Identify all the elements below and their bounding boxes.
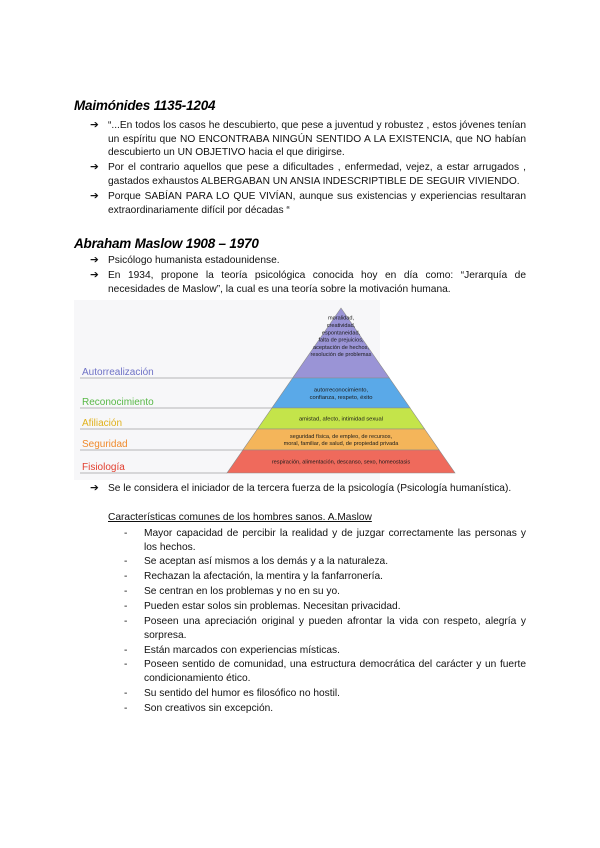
list-item: ➔ Se le considera el iniciador de la tercera fuerza de la psicología (Psicología humanística). [90, 482, 512, 494]
pyramid-level-text: falta de prejuicios, [318, 337, 364, 344]
list-item: - Poseen una apreciación original y pueden afrontar la vida con respeto, alegría y sorpresa. [124, 616, 526, 641]
list-item: ➔ En 1934, propone la teoría psicológica conocida hoy en día como: “Jerarquía de necesidades de Maslow”, la cual es una teoría sobre la motivación humana. [90, 269, 526, 295]
maslow-pyramid-image [74, 300, 411, 480]
dash-bullet: - [124, 556, 128, 568]
pyramid-level-text: amistad, afecto, intimidad sexual [298, 416, 384, 423]
pyramid-level-text: espontaneidad, [321, 330, 361, 337]
pyramid-level-text: moral, familiar, de salud, de propiedad privada [283, 441, 399, 448]
list-item: - Poseen sentido de comunidad, una estructura democrática del carácter y un fuerte condicionamiento ético. [124, 659, 526, 685]
pyramid-label: Reconocimiento [82, 397, 154, 408]
pyramid-level-text: seguridad física, de empleo, de recursos, [289, 433, 393, 440]
list-item: - Pueden estar solos sin problemas. Necesitan privacidad. [124, 601, 401, 613]
pyramid-label: Afiliación [82, 418, 123, 429]
list-item: ➔ Por el contrario aquellos que pese a dificultades , enfermedad, vejez, a estar arrugados , gastados exhaustos ALBERGABAN UN ANSIA INDESCRIPTIBLE DE SEGUIR VIVIENDO. [90, 161, 526, 187]
characteristics-heading: Características comunes de los hombres sanos. A.Maslow [108, 512, 372, 523]
dash-bullet: - [124, 687, 128, 699]
list-item: - Son creativos sin excepción. [124, 702, 274, 714]
pyramid-level-text: respiración, alimentación, descanso, sexo, homeostasis [271, 459, 411, 466]
maslow-pyramid-diagram [74, 300, 411, 480]
arrow-bullet-icon: ➔ [90, 119, 99, 131]
pyramid-label: Fisiología [82, 462, 125, 473]
list-item: ➔ Porque SABÍAN PARA LO QUE VIVÍAN, aunque sus existencias y experiencias resultaran extraordinariamente difícil por décadas “ [90, 189, 526, 216]
pyramid-level-text: moralidad, [327, 315, 355, 322]
dash-bullet: - [124, 702, 128, 714]
arrow-bullet-icon: ➔ [90, 269, 99, 282]
dash-bullet: - [124, 571, 128, 583]
characteristics-list [124, 527, 526, 717]
dash-bullet: - [124, 586, 128, 598]
pyramid-level-text: autorreconocimiento, [313, 387, 369, 394]
dash-bullet: - [124, 616, 128, 628]
list-item: - Están marcados con experiencias místicas. [124, 644, 340, 656]
pyramid-level-text: confianza, respeto, éxito [309, 394, 373, 401]
maimonides-heading: Maimónides 1135-1204 [74, 98, 216, 113]
maslow-heading: Abraham Maslow 1908 – 1970 [74, 236, 259, 251]
list-item: - Se centran en los problemas y no en su yo. [124, 586, 340, 598]
dash-bullet: - [124, 601, 128, 613]
arrow-bullet-icon: ➔ [90, 189, 99, 202]
pyramid-label: Autorrealización [82, 367, 154, 378]
list-item: - Se aceptan así mismos a los demás y a la naturaleza. [124, 556, 389, 568]
maslow-bullets [90, 254, 526, 298]
list-item: ➔ Psicólogo humanista estadounidense. [90, 254, 280, 266]
arrow-bullet-icon: ➔ [90, 254, 99, 266]
pyramid-level-text: aceptación de hechos, [313, 344, 369, 351]
dash-bullet: - [124, 528, 128, 539]
maslow-bullets-after [90, 482, 526, 497]
pyramid-level-text: resolución de problemas [310, 352, 372, 359]
list-item: - Rechazan la afectación, la mentira y la fanfarronería. [124, 571, 383, 583]
list-item: - Mayor capacidad de percibir la realidad y de juzgar correctamente las personas y los hechos. [124, 528, 526, 553]
arrow-bullet-icon: ➔ [90, 161, 99, 174]
list-item: - Su sentido del humor es filosófico no hostil. [124, 687, 340, 699]
dash-bullet: - [124, 659, 128, 671]
arrow-bullet-icon: ➔ [90, 482, 99, 494]
dash-bullet: - [124, 644, 128, 656]
maimonides-bullets [90, 119, 526, 219]
pyramid-label: Seguridad [82, 439, 128, 450]
list-item: ➔ “...En todos los casos he descubierto, que pese a juventud y robustez , estos jóvenes tenían un espíritu que NO ENCONTRABA NINGÚN SENTIDO A LA EXISTENCIA, que NO habían descubierto un UN OBJETIVO hacia el que dirigirse. [90, 119, 526, 159]
pyramid-level-text: creatividad, [326, 323, 356, 330]
